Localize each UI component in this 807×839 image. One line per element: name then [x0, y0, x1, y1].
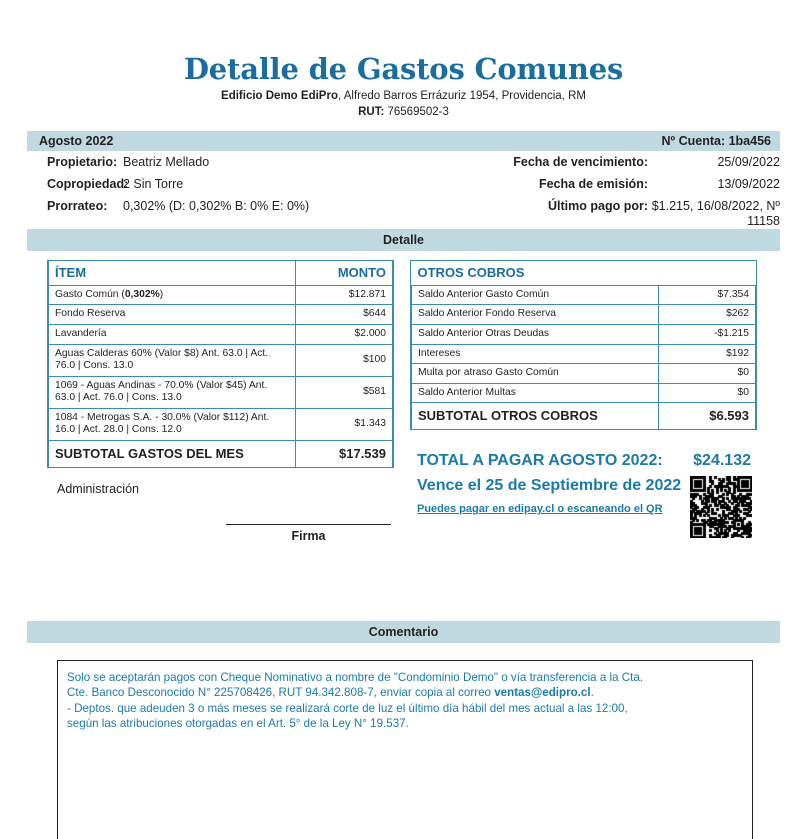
coproperty-label: Copropiedad: [47, 177, 129, 191]
total-row [417, 452, 757, 470]
items-header-amount: MONTO [296, 261, 393, 285]
items-total-row [49, 440, 393, 466]
item-amount: $100 [296, 344, 393, 376]
building-name: Edificio Demo EdiPro [221, 90, 338, 102]
due-date-label: Fecha de vencimiento: [513, 155, 648, 169]
comment-line-4: según las atribuciones otorgadas en el Art. 5° de la Ley N° 19.537. [67, 717, 409, 731]
rut-label: RUT: [358, 106, 385, 118]
charge-amount: $192 [659, 344, 756, 364]
comment-line-2-pre: Cte. Banco Desconocido N° 225708426, RUT 94.342.808-7, enviar copia al correo [67, 686, 495, 700]
charge-amount: -$1.215 [659, 324, 756, 344]
building-address: , Alfredo Barros Errázuriz 1954, Providencia, RM [337, 90, 586, 102]
item-amount: $2.000 [296, 324, 393, 344]
table-row [49, 285, 393, 305]
coproperty-value: 2 Sin Torre [123, 177, 184, 191]
charge-description: Intereses [412, 344, 659, 364]
pay-online-link[interactable]: Puedes pagar en edipay.cl o escaneando el QR [417, 503, 663, 515]
table-row [412, 364, 756, 384]
qr-code-icon[interactable] [690, 476, 752, 538]
charge-description: Saldo Anterior Multas [412, 383, 659, 403]
period-bar [27, 131, 780, 151]
owner-value: Beatriz Mellado [123, 155, 210, 169]
page-title: Detalle de Gastos Comunes [183, 52, 624, 86]
last-payment-value: $1.215, 16/08/2022, Nº 11158 [651, 199, 780, 228]
comment-line-3: - Deptos. que adeuden 3 o más meses se realizará corte de luz el último día hábil del mes actual a las 12:00, [67, 701, 628, 715]
otros-total-amount: $6.593 [659, 403, 756, 429]
otros-total-row [412, 403, 756, 429]
meta-row [27, 199, 780, 229]
table-row [412, 324, 756, 344]
table-row [49, 376, 393, 408]
comment-line-1: Solo se aceptarán pagos con Cheque Nominativo a nombre de "Condominio Demo" o vía transferencia a la Cta. [67, 671, 644, 684]
table-header-row [49, 261, 393, 285]
item-amount: $644 [296, 305, 393, 325]
charge-description: Multa por atraso Gasto Común [412, 364, 659, 384]
table-row [412, 383, 756, 403]
building-subtitle [0, 90, 807, 102]
administration-label: Administración [57, 482, 139, 496]
comment-line-2-post: . [590, 686, 594, 700]
table-row [49, 408, 393, 440]
item-description: Fondo Reserva [49, 305, 296, 325]
last-payment-label: Último pago por: [548, 199, 648, 213]
comment-email: ventas@edipro.cl [494, 686, 591, 700]
item-description: 1084 - Metrogas S.A. - 30.0% (Valor $112) Ant. 16.0 | Act. 28.0 | Cons. 12.0 [49, 408, 296, 440]
section-bar-detalle: Detalle [27, 229, 780, 251]
charge-description: Saldo Anterior Gasto Común [412, 285, 659, 305]
charge-amount: $262 [659, 305, 756, 325]
items-total-label: SUBTOTAL GASTOS DEL MES [49, 440, 296, 466]
total-amount: $24.132 [693, 452, 751, 469]
comment-text [67, 670, 744, 732]
meta-grid [27, 155, 780, 234]
charge-amount: $7.354 [659, 285, 756, 305]
prorate-value: 0,302% (D: 0,302% B: 0% E: 0%) [123, 199, 310, 213]
otros-total-label: SUBTOTAL OTROS COBROS [412, 403, 659, 429]
items-table [47, 260, 394, 468]
charge-amount: $0 [659, 383, 756, 403]
item-description-emphasis: 0,302% [124, 288, 160, 300]
table-row [412, 305, 756, 325]
item-amount: $12.871 [296, 285, 393, 305]
building-rut [0, 106, 807, 118]
item-description: 1069 - Aguas Andinas - 70.0% (Valor $45) Ant. 63.0 | Act. 76.0 | Cons. 13.0 [49, 376, 296, 408]
charge-description: Saldo Anterior Otras Deudas [412, 324, 659, 344]
items-total-amount: $17.539 [296, 440, 393, 466]
charge-description: Saldo Anterior Fondo Reserva [412, 305, 659, 325]
issue-date-label: Fecha de emisión: [538, 177, 648, 191]
other-charges-table [410, 260, 757, 430]
table-header-row [412, 261, 756, 285]
period-label: Agosto 2022 [39, 134, 114, 148]
charge-amount: $0 [659, 364, 756, 384]
items-header-item: ÍTEM [49, 261, 296, 285]
due-text: Vence el 25 de Septiembre de 2022 [417, 477, 682, 494]
item-amount: $581 [296, 376, 393, 408]
issue-date-value: 13/09/2022 [717, 177, 780, 191]
item-amount: $1.343 [296, 408, 393, 440]
table-row [49, 344, 393, 376]
comment-box [57, 660, 753, 839]
due-date-value: 25/09/2022 [717, 155, 780, 169]
table-row [49, 305, 393, 325]
meta-row [27, 177, 780, 194]
item-description: Aguas Calderas 60% (Valor $8) Ant. 63.0 | Act. 76.0 | Cons. 13.0 [49, 344, 296, 376]
rut-value: 76569502-3 [384, 106, 449, 118]
prorate-label: Prorrateo: [47, 199, 108, 213]
item-description: Lavandería [49, 324, 296, 344]
item-description: Gasto Común (0,302%) [49, 285, 296, 305]
table-row [412, 285, 756, 305]
owner-label: Propietario: [47, 155, 118, 169]
table-row [49, 324, 393, 344]
section-bar-comentario: Comentario [27, 621, 780, 643]
signature-label: Firma [291, 529, 326, 543]
total-label: TOTAL A PAGAR AGOSTO 2022: [417, 452, 663, 469]
signature-line [226, 524, 391, 525]
meta-row [27, 155, 780, 172]
table-row [412, 344, 756, 364]
account-number-label: Nº Cuenta: 1ba456 [661, 134, 771, 148]
otros-header: OTROS COBROS [412, 261, 756, 285]
